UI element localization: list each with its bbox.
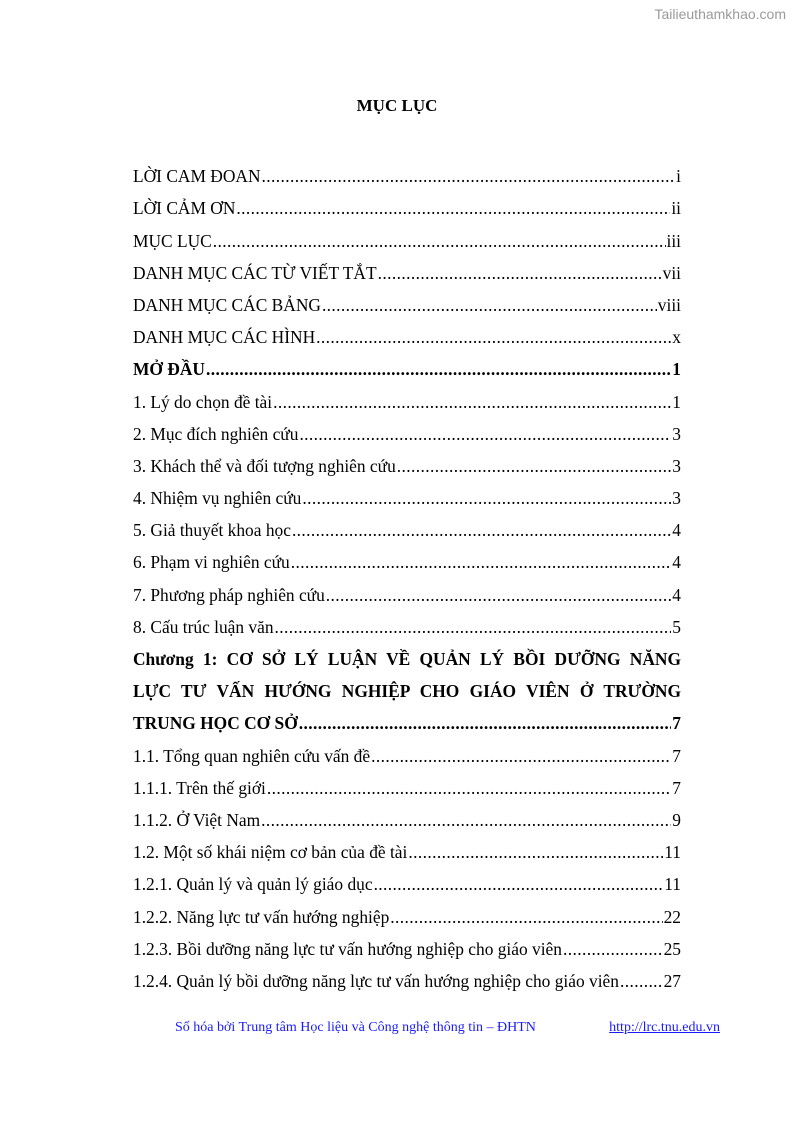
toc-entry[interactable] [133, 541, 681, 573]
toc-entry-label: 1.1. Tổng quan nghiên cứu vấn đề [133, 745, 371, 766]
toc-entry-page: 11 [664, 842, 681, 863]
toc-entry[interactable] [133, 767, 681, 799]
toc-entry-page: 3 [672, 423, 681, 444]
toc-entry-page: 7 [672, 713, 681, 734]
toc-entry-page: 4 [672, 584, 681, 605]
toc-entry[interactable] [133, 606, 681, 638]
toc-entry[interactable] [133, 863, 681, 895]
toc-leader-dots [397, 455, 672, 477]
toc-entry-page: 3 [672, 488, 681, 509]
toc-entry-page: 4 [672, 552, 681, 573]
toc-leader-dots [213, 230, 666, 252]
toc-entry-label: LỜI CAM ĐOAN [133, 166, 261, 187]
toc-entry-page: 5 [672, 616, 681, 637]
toc-entry-label: DANH MỤC CÁC HÌNH [133, 327, 316, 348]
toc-chapter-line[interactable] [133, 638, 681, 670]
toc-leader-dots [378, 262, 662, 284]
toc-entry-page: 4 [672, 520, 681, 541]
watermark: Tailieuthamkhao.com [654, 6, 786, 22]
toc-entry[interactable] [133, 219, 681, 251]
toc-entry-label: MỞ ĐẦU [133, 359, 205, 380]
toc-entry[interactable] [133, 573, 681, 605]
toc-entry-label: 1.1.1. Trên thế giới [133, 777, 266, 798]
toc-leader-dots [262, 165, 676, 187]
toc-entry-label: 1.2.1. Quản lý và quản lý giáo dục [133, 874, 373, 895]
toc-entry-page: 3 [672, 455, 681, 476]
toc-entry-label: 8. Cấu trúc luận văn [133, 616, 274, 637]
toc-leader-dots [206, 358, 671, 380]
toc-entry[interactable] [133, 252, 681, 284]
toc-entry-page: x [672, 327, 681, 348]
toc-entry[interactable] [133, 155, 681, 187]
toc-leader-dots [236, 197, 670, 219]
toc-entry-label: 6. Phạm vi nghiên cứu [133, 552, 290, 573]
toc-entry-label: 1.2.3. Bồi dưỡng năng lực tư vấn hướng nghiệp cho giáo viên [133, 938, 562, 959]
toc-entry-label: DANH MỤC CÁC TỪ VIẾT TẮT [133, 262, 377, 283]
toc-entry-label: 3. Khách thể và đối tượng nghiên cứu [133, 455, 396, 476]
toc-leader-dots [326, 584, 672, 606]
toc-entry-page: 1 [672, 391, 681, 412]
toc-entry-page: vii [662, 262, 681, 283]
toc-leader-dots [299, 423, 671, 445]
page-title: MỤC LỤC [356, 96, 438, 115]
toc-entry-page: 1 [672, 359, 681, 380]
toc-leader-dots [299, 712, 672, 734]
toc-entry-page: 7 [672, 745, 681, 766]
toc-leader-dots [371, 745, 671, 767]
toc-entry-label: 1.1.2. Ở Việt Nam [133, 809, 261, 830]
toc-entry[interactable] [133, 509, 681, 541]
toc-entry[interactable] [133, 316, 681, 348]
toc-leader-dots [267, 777, 671, 799]
toc-entry-label: 4. Nhiệm vụ nghiên cứu [133, 488, 302, 509]
toc-entry-page: 27 [663, 970, 681, 991]
toc-entry[interactable] [133, 187, 681, 219]
toc-leader-dots [292, 519, 671, 541]
toc-entry[interactable] [133, 799, 681, 831]
toc-leader-dots [273, 391, 671, 413]
toc-chapter-label-line2: LỰC TƯ VẤN HƯỚNG NGHIỆP CHO GIÁO VIÊN Ở TRƯỜNG [133, 681, 681, 702]
footer [175, 1020, 720, 1036]
toc-entry-page: ii [671, 198, 681, 219]
toc-chapter-label-line3: TRUNG HỌC CƠ SỞ [133, 713, 298, 734]
toc-entry[interactable] [133, 928, 681, 960]
toc-entry-page: viii [657, 294, 681, 315]
toc-leader-dots [563, 938, 663, 960]
toc-entry-label: 1.2.2. Năng lực tư vấn hướng nghiệp [133, 906, 390, 927]
toc-entry-page: 22 [663, 906, 681, 927]
toc-entry[interactable] [133, 960, 681, 992]
footer-text: Số hóa bởi Trung tâm Học liệu và Công nghệ thông tin – ĐHTN [175, 1020, 536, 1035]
toc-entry-page: iii [666, 230, 681, 251]
toc-entry-page: 7 [672, 777, 681, 798]
toc-entry-label: DANH MỤC CÁC BẢNG [133, 294, 321, 315]
toc-entry-label: 1.2. Một số khái niệm cơ bản của đề tài [133, 842, 408, 863]
toc-entry-label: 1.2.4. Quản lý bồi dưỡng năng lực tư vấn hướng nghiệp cho giáo viên [133, 970, 619, 991]
toc-leader-dots [374, 873, 664, 895]
toc-leader-dots [261, 809, 671, 831]
toc-entry[interactable] [133, 477, 681, 509]
toc-entry-page: i [676, 166, 681, 187]
toc-entry[interactable] [133, 348, 681, 380]
toc-leader-dots [620, 970, 663, 992]
toc-leader-dots [316, 326, 671, 348]
toc-entry[interactable] [133, 734, 681, 766]
toc-chapter-label-line1: Chương 1: CƠ SỞ LÝ LUẬN VỀ QUẢN LÝ BỒI DƯỠNG NĂNG [133, 649, 681, 669]
toc-entry[interactable] [133, 895, 681, 927]
toc-leader-dots [322, 294, 657, 316]
toc-chapter-line[interactable] [133, 670, 681, 702]
footer-link[interactable]: http://lrc.tnu.edu.vn [609, 1020, 720, 1035]
toc-leader-dots [390, 906, 662, 928]
toc-entry-label: MỤC LỤC [133, 230, 212, 251]
toc-entry-label: 5. Giả thuyết khoa học [133, 520, 291, 541]
toc-entry-label: LỜI CẢM ƠN [133, 198, 236, 219]
toc-entry[interactable] [133, 831, 681, 863]
toc-entry[interactable] [133, 445, 681, 477]
toc-entry-page: 25 [663, 938, 681, 959]
toc-entry-label: 2. Mục đích nghiên cứu [133, 423, 299, 444]
toc-entry[interactable] [133, 702, 681, 734]
table-of-contents [133, 155, 681, 992]
toc-leader-dots [275, 616, 672, 638]
toc-entry[interactable] [133, 284, 681, 316]
toc-leader-dots [302, 487, 671, 509]
toc-entry-page: 11 [664, 874, 681, 895]
toc-entry-page: 9 [672, 809, 681, 830]
toc-entry-label: 7. Phương pháp nghiên cứu [133, 584, 325, 605]
toc-leader-dots [408, 841, 663, 863]
toc-entry-label: 1. Lý do chọn đề tài [133, 391, 273, 412]
toc-entry[interactable] [133, 413, 681, 445]
toc-leader-dots [291, 551, 672, 573]
toc-entry[interactable] [133, 380, 681, 412]
